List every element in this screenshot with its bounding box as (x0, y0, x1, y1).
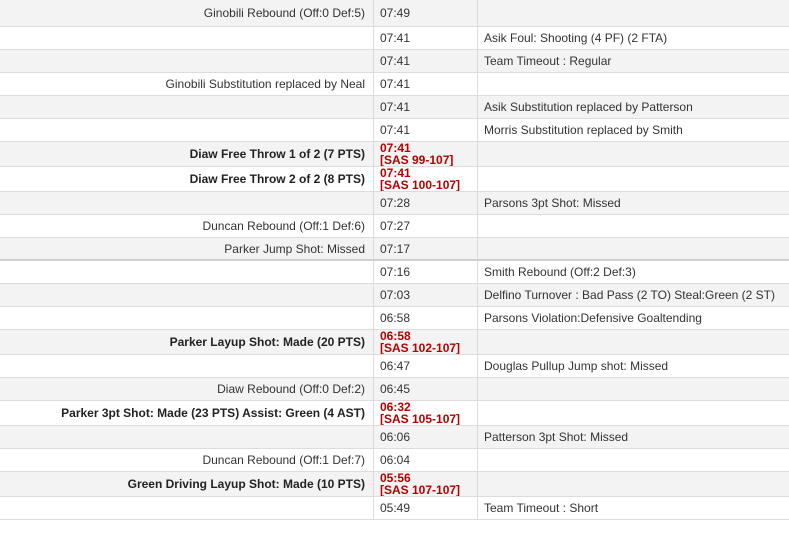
away-play-cell: Smith Rebound (Off:2 Def:3) (484, 265, 636, 279)
home-play-cell (0, 192, 374, 214)
game-clock-cell (374, 401, 478, 425)
away-play-cell (478, 330, 789, 354)
table-row (0, 119, 789, 142)
game-clock-cell (374, 96, 478, 118)
away-play-cell (478, 73, 789, 95)
away-play-cell: Morris Substitution replaced by Smith (484, 123, 683, 137)
game-clock: 07:17 (380, 241, 411, 256)
game-clock: 06:47 (380, 359, 411, 373)
table-row (0, 261, 789, 284)
away-play-cell: Asik Substitution replaced by Patterson (484, 100, 693, 114)
away-play-cell (478, 0, 789, 26)
home-play-cell: Diaw Free Throw 1 of 2 (7 PTS) (0, 142, 374, 166)
game-clock: 06:58 (380, 311, 411, 325)
table-row (0, 215, 789, 238)
table-row (0, 497, 789, 520)
home-play-cell (0, 27, 374, 49)
away-play-cell: Asik Foul: Shooting (4 PF) (2 FTA) (484, 31, 668, 45)
home-play-cell: Ginobili Substitution replaced by Neal (0, 73, 374, 95)
game-clock: 06:32 (380, 401, 411, 414)
game-clock: 07:03 (380, 288, 411, 302)
table-row (0, 192, 789, 215)
game-clock: 07:41 (380, 77, 411, 91)
game-clock-cell (374, 449, 478, 471)
game-clock: 07:41 (380, 123, 411, 137)
home-play-cell (0, 50, 374, 72)
game-clock-cell (374, 284, 478, 306)
home-play-cell (0, 119, 374, 141)
table-row (0, 238, 789, 261)
table-row (0, 378, 789, 401)
game-clock: 05:49 (380, 501, 411, 515)
away-play-cell (478, 215, 789, 237)
home-play-cell: Duncan Rebound (Off:1 Def:7) (0, 449, 374, 471)
game-clock: 07:41 (380, 142, 411, 155)
game-clock-cell (374, 355, 478, 377)
table-row (0, 449, 789, 472)
home-play-cell (0, 261, 374, 283)
table-row (0, 50, 789, 73)
score-update: [SAS 102-107] (380, 341, 461, 354)
game-clock: 05:56 (380, 472, 411, 485)
home-play-cell (0, 497, 374, 519)
game-clock: 06:04 (380, 453, 411, 467)
game-clock-cell (374, 0, 478, 26)
game-clock-cell (374, 497, 478, 519)
score-update: [SAS 100-107] (380, 178, 461, 191)
table-row (0, 307, 789, 330)
table-row (0, 401, 789, 426)
game-clock: 07:41 (380, 31, 411, 45)
home-play-cell: Diaw Free Throw 2 of 2 (8 PTS) (0, 167, 374, 191)
home-play-cell (0, 426, 374, 448)
game-clock-cell (374, 261, 478, 283)
away-play-cell (478, 378, 789, 400)
game-clock: 07:41 (380, 54, 411, 68)
game-clock-cell (374, 167, 478, 191)
game-clock-cell (374, 215, 478, 237)
home-play-cell: Parker Jump Shot: Missed (0, 238, 374, 259)
game-clock: 06:06 (380, 430, 411, 444)
table-row (0, 96, 789, 119)
game-clock: 07:41 (380, 167, 411, 180)
score-update: [SAS 99-107] (380, 153, 454, 166)
game-clock: 07:27 (380, 219, 411, 233)
game-clock-cell (374, 73, 478, 95)
home-play-cell: Parker 3pt Shot: Made (23 PTS) Assist: Green (4 AST) (0, 401, 374, 425)
away-play-cell: Parsons Violation:Defensive Goaltending (484, 311, 702, 325)
table-row (0, 472, 789, 497)
game-clock-cell (374, 426, 478, 448)
game-clock-cell (374, 472, 478, 496)
home-play-cell: Parker Layup Shot: Made (20 PTS) (0, 330, 374, 354)
table-row (0, 330, 789, 355)
away-play-cell: Parsons 3pt Shot: Missed (484, 196, 621, 210)
home-play-cell: Green Driving Layup Shot: Made (10 PTS) (0, 472, 374, 496)
table-row (0, 73, 789, 96)
score-update: [SAS 105-107] (380, 412, 461, 425)
game-clock-cell (374, 119, 478, 141)
score-update: [SAS 107-107] (380, 483, 461, 496)
away-play-cell: Team Timeout : Regular (484, 54, 612, 68)
game-clock: 07:28 (380, 196, 411, 210)
home-play-cell (0, 284, 374, 306)
home-play-cell (0, 96, 374, 118)
game-clock-cell (374, 238, 478, 259)
away-play-cell: Team Timeout : Short (484, 501, 599, 515)
game-clock-cell (374, 142, 478, 166)
away-play-cell (478, 449, 789, 471)
table-row (0, 0, 789, 27)
away-play-cell (478, 401, 789, 425)
table-row (0, 27, 789, 50)
table-row (0, 355, 789, 378)
away-play-cell (478, 238, 789, 259)
game-clock: 06:58 (380, 330, 411, 343)
away-play-cell (478, 167, 789, 191)
home-play-cell (0, 307, 374, 329)
game-clock-cell (374, 307, 478, 329)
away-play-cell (478, 472, 789, 496)
table-row (0, 142, 789, 167)
away-play-cell (478, 142, 789, 166)
game-clock: 06:45 (380, 382, 411, 396)
table-row (0, 426, 789, 449)
game-clock-cell (374, 330, 478, 354)
game-clock: 07:16 (380, 265, 411, 279)
home-play-cell: Diaw Rebound (Off:0 Def:2) (0, 378, 374, 400)
game-clock-cell (374, 27, 478, 49)
home-play-cell (0, 355, 374, 377)
home-play-cell: Ginobili Rebound (Off:0 Def:5) (0, 0, 374, 26)
game-clock-cell (374, 378, 478, 400)
table-row (0, 284, 789, 307)
home-play-cell: Duncan Rebound (Off:1 Def:6) (0, 215, 374, 237)
away-play-cell: Douglas Pullup Jump shot: Missed (484, 359, 669, 373)
game-clock-cell (374, 50, 478, 72)
game-clock: 07:49 (380, 6, 411, 20)
away-play-cell: Delfino Turnover : Bad Pass (2 TO) Steal:Green (2 ST) (484, 288, 776, 302)
away-play-cell: Patterson 3pt Shot: Missed (484, 430, 629, 444)
game-clock: 07:41 (380, 100, 411, 114)
game-clock-cell (374, 192, 478, 214)
table-row (0, 167, 789, 192)
